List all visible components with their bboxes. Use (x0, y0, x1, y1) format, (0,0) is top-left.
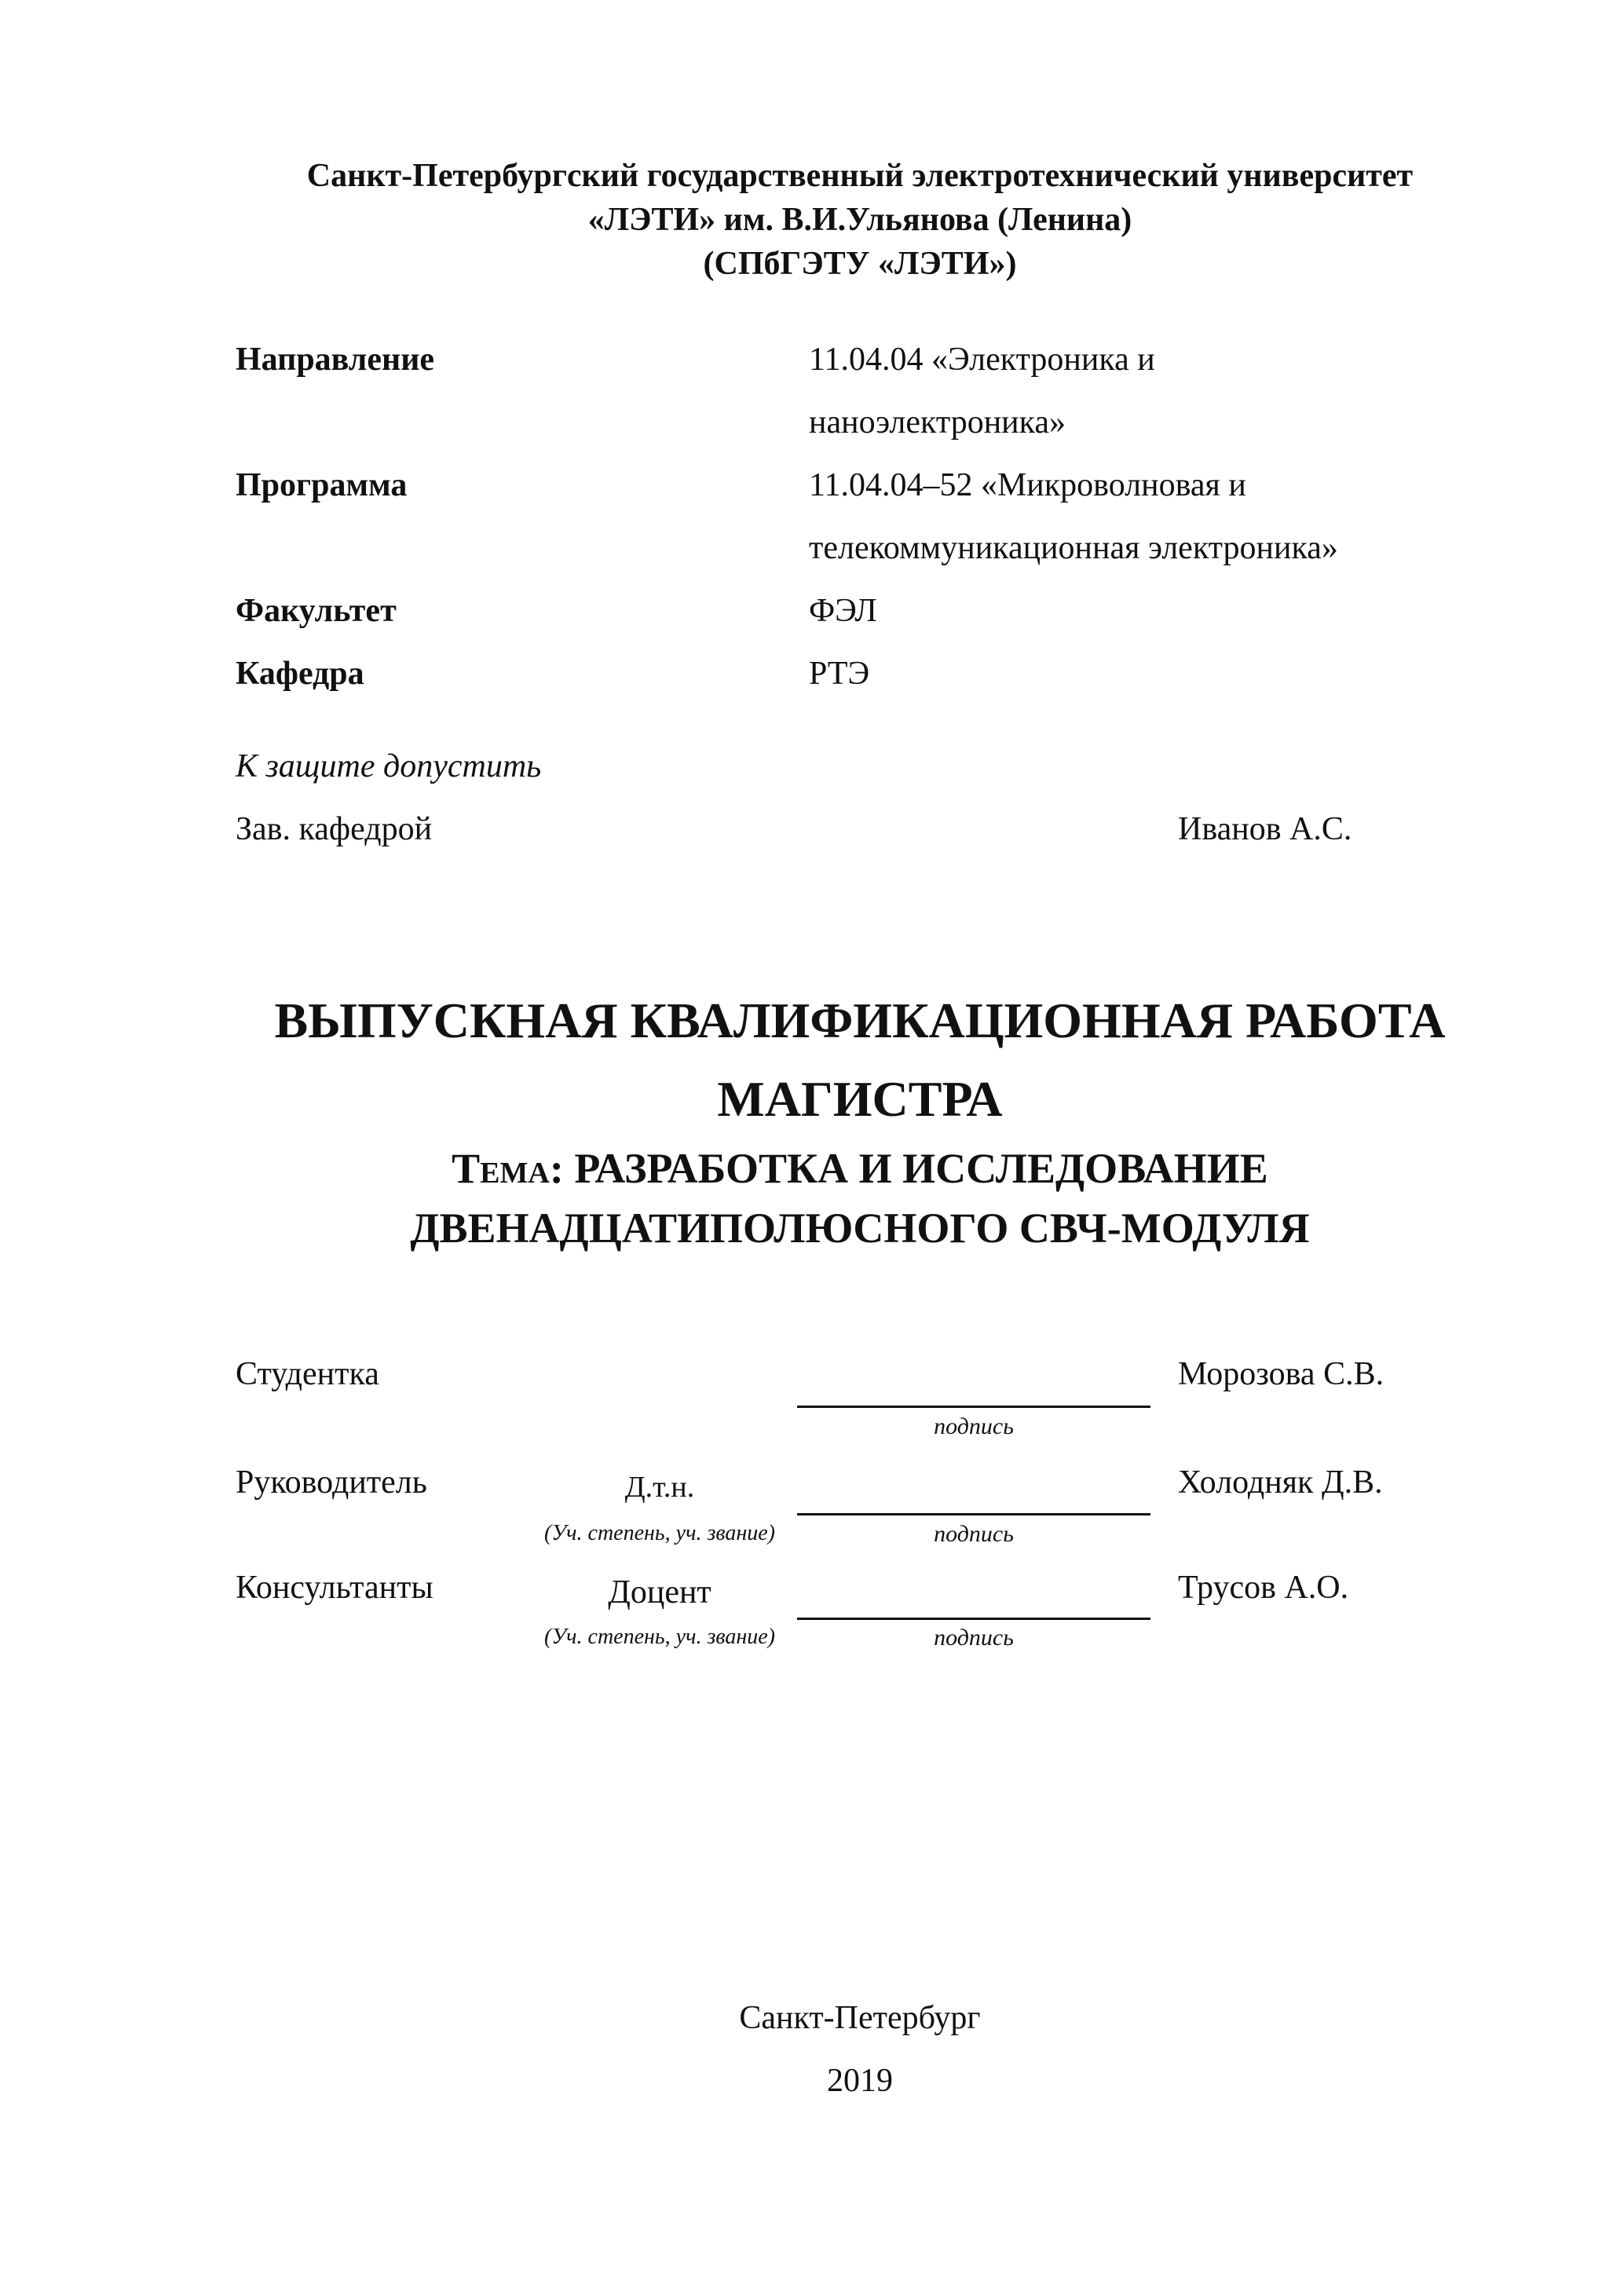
admission-note: К защите допустить (236, 748, 542, 784)
signature-note: подпись (934, 1413, 1014, 1439)
university-name-line-3: (СПбГЭТУ «ЛЭТИ») (703, 246, 1017, 282)
signature-role-student: Студентка (236, 1356, 379, 1392)
field-label: Направление (236, 342, 435, 378)
department-head-name: Иванов А.С. (1178, 811, 1352, 847)
degree-label-supervisor: Д.т.н. (624, 1471, 695, 1504)
thesis-theme-line-2: ДВЕНАДЦАТИПОЛЮСНОГО СВЧ-МОДУЛЯ (410, 1205, 1310, 1252)
department-head-label: Зав. кафедрой (236, 811, 433, 847)
degree-note-supervisor: (Уч. степень, уч. звание) (544, 1521, 775, 1545)
field-label: Факультет (236, 593, 397, 629)
degree-label-consultants: Доцент (608, 1574, 711, 1610)
degree-note-consultants: (Уч. степень, уч. звание) (544, 1625, 775, 1649)
field-value-line: наноэлектроника» (809, 404, 1066, 441)
signer-name-supervisor: Холодняк Д.В. (1178, 1464, 1383, 1501)
thesis-title-line-1: ВЫПУСКНАЯ КВАЛИФИКАЦИОННАЯ РАБОТА (274, 993, 1446, 1048)
field-label: Кафедра (236, 656, 364, 692)
thesis-title-line-2: МАГИСТРА (717, 1071, 1003, 1127)
signature-line (797, 1618, 1150, 1620)
footer-year: 2019 (827, 2063, 893, 2099)
university-name-line-1: Санкт-Петербургский государственный электротехнический университет (306, 158, 1414, 194)
footer-block (236, 1987, 1484, 2112)
signature-note: подпись (934, 1625, 1014, 1651)
signer-name-consultants: Трусов А.О. (1178, 1570, 1349, 1606)
field-value-line: РТЭ (809, 656, 870, 692)
signer-name-student: Морозова С.В. (1178, 1356, 1384, 1392)
university-name-line-2: «ЛЭТИ» им. В.И.Ульянова (Ленина) (587, 202, 1132, 238)
signature-role-supervisor: Руководитель (236, 1464, 427, 1501)
field-label: Программа (236, 467, 408, 503)
footer-city: Санкт-Петербург (739, 2000, 981, 2036)
field-value-line: 11.04.04–52 «Микроволновая и (809, 467, 1246, 503)
field-value-line: ФЭЛ (809, 593, 877, 629)
theme-label: Тема: (452, 1145, 564, 1192)
field-value-line: 11.04.04 «Электроника и (809, 342, 1155, 378)
signature-line (797, 1513, 1150, 1515)
theme-text-part-1: РАЗРАБОТКА И ИССЛЕДОВАНИЕ (574, 1145, 1268, 1192)
field-value-line: телекоммуникационная электроника» (809, 530, 1338, 566)
signature-note: подпись (934, 1521, 1014, 1547)
signature-role-consultants: Консультанты (236, 1570, 433, 1606)
signature-line (797, 1406, 1150, 1408)
